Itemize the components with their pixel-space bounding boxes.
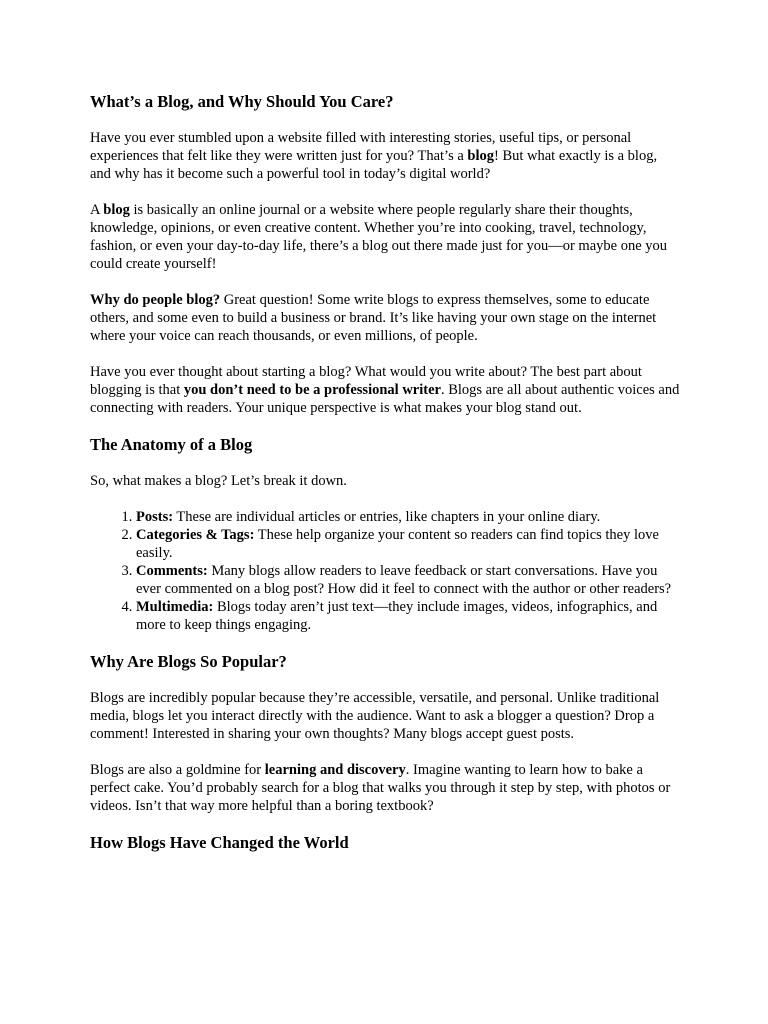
anatomy-list bbox=[90, 508, 680, 634]
paragraph-text: Great question! Some write blogs to express themselves, some to educate others, and some even to build a business or brand. It’s like having your own stage on the internet where your voice can reach thousands, or even millions, of people. bbox=[90, 292, 657, 344]
list-item bbox=[136, 508, 680, 526]
bold-text: learning and discovery bbox=[264, 762, 406, 778]
bold-text: blog bbox=[467, 148, 494, 164]
section-heading-why-popular: Why Are Blogs So Popular? bbox=[90, 652, 287, 671]
paragraph-text: A bbox=[90, 202, 104, 218]
list-item-term: Multimedia: bbox=[136, 599, 214, 615]
paragraph-popularity bbox=[90, 689, 680, 743]
paragraph-text: is basically an online journal or a website where people regularly share their thoughts, knowledge, opinions, or even creative content. Whether you’re into cooking, travel, technology, fashion, or even your day-to-day life, there’s a blog out there made just for you—or maybe one you could create yourself! bbox=[90, 202, 668, 272]
section-heading-what-is-a-blog: What’s a Blog, and Why Should You Care? bbox=[90, 92, 394, 111]
paragraph-text: Have you ever stumbled upon a website filled with interesting stories, useful tips, or personal experiences that felt like they were written just for you? That’s a bbox=[90, 130, 632, 164]
section-heading-anatomy: The Anatomy of a Blog bbox=[90, 435, 253, 454]
paragraph-anatomy-intro: So, what makes a blog? Let’s break it down. bbox=[90, 473, 347, 489]
list-item-term: Comments: bbox=[136, 563, 208, 579]
list-item-term: Categories & Tags: bbox=[136, 527, 255, 543]
bold-text: Why do people blog? bbox=[90, 292, 221, 308]
bold-text: blog bbox=[103, 202, 130, 218]
paragraph-text: . Imagine wanting to learn how to bake a perfect cake. You’d probably search for a blog that walks you through it step by step, with photos or videos. Isn’t that way more helpful than a boring textbook? bbox=[90, 762, 671, 814]
paragraph-text: Blogs are also a goldmine for bbox=[90, 762, 265, 778]
paragraph-text: ! But what exactly is a blog, and why has it become such a powerful tool in today’s digital world? bbox=[90, 148, 658, 182]
paragraph-starting-a-blog bbox=[90, 363, 680, 417]
bold-text: you don’t need to be a professional writer bbox=[183, 382, 441, 398]
list-item-text: Many blogs allow readers to leave feedback or start conversations. Have you ever commented on a blog post? How did it feel to connect with the author or other readers? bbox=[136, 563, 672, 597]
list-item-text: These help organize your content so readers can find topics they love easily. bbox=[136, 527, 659, 561]
list-item bbox=[136, 598, 680, 634]
paragraph-why-blog bbox=[90, 291, 680, 345]
list-item-term: Posts: bbox=[136, 509, 174, 525]
list-item-text: Blogs today aren’t just text—they include images, videos, infographics, and more to keep things engaging. bbox=[136, 599, 658, 633]
paragraph-text: Have you ever thought about starting a blog? What would you write about? The best part about blogging is that bbox=[90, 364, 642, 398]
paragraph-intro bbox=[90, 129, 680, 183]
paragraph-text: Blogs are incredibly popular because they’re accessible, versatile, and personal. Unlike traditional media, blogs let you interact directly with the audience. Want to ask a blogger a question? Drop a comment! Interested in sharing your own thoughts? Many blogs accept guest posts. bbox=[90, 690, 660, 742]
paragraph-learning bbox=[90, 761, 680, 815]
paragraph-text: . Blogs are all about authentic voices and connecting with readers. Your unique perspective is what makes your blog stand out. bbox=[90, 382, 680, 416]
paragraph-definition bbox=[90, 201, 680, 273]
list-item bbox=[136, 562, 680, 598]
list-item-text: These are individual articles or entries, like chapters in your online diary. bbox=[173, 509, 601, 525]
section-heading-changed-the-world: How Blogs Have Changed the World bbox=[90, 833, 349, 852]
list-item bbox=[136, 526, 680, 562]
